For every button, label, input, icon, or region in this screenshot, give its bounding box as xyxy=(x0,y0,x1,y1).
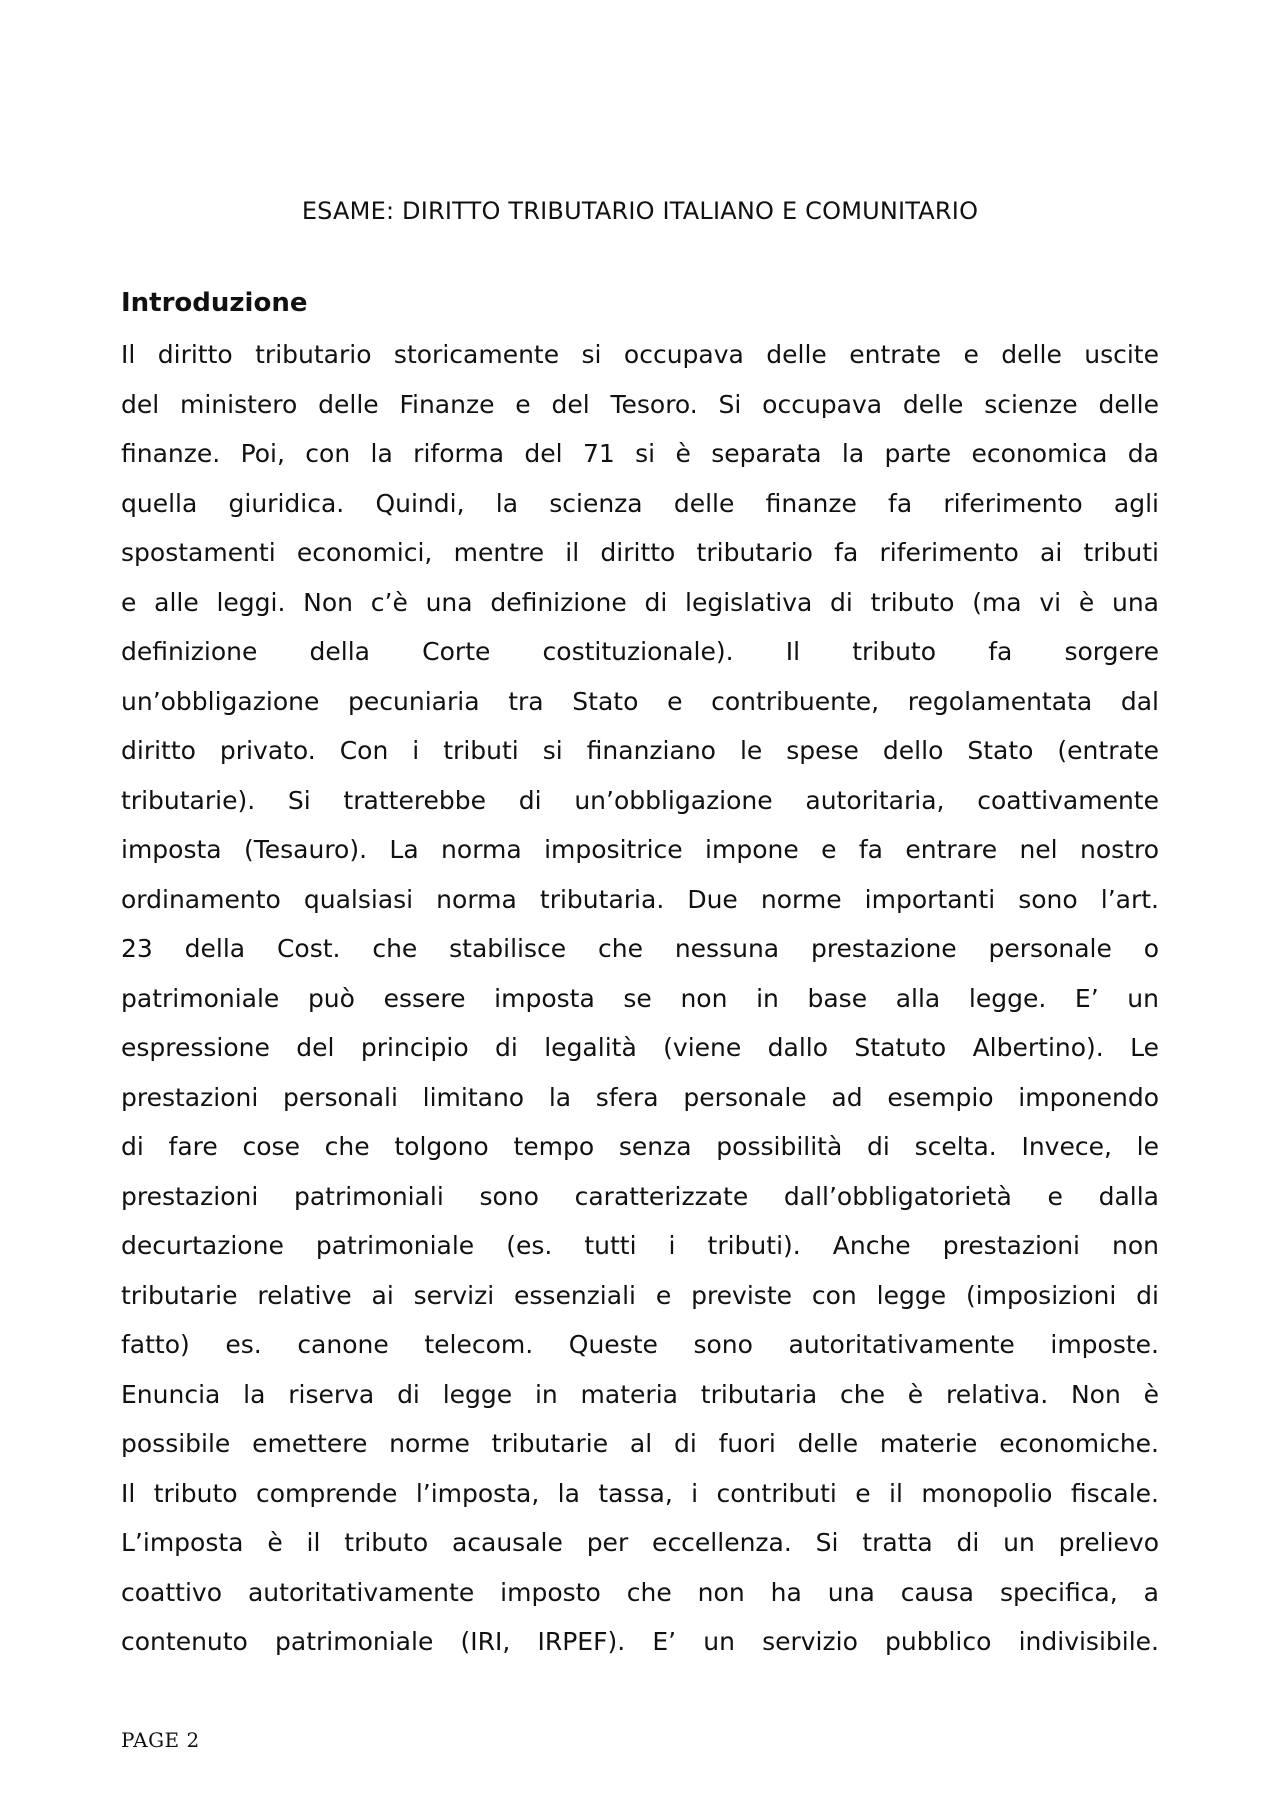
text-line: di fare cose che tolgono tempo senza possibilità di scelta. Invece, le xyxy=(121,1132,1159,1161)
text-line: 23 della Cost. che stabilisce che nessuna prestazione personale o xyxy=(121,934,1159,963)
text-line: quella giuridica. Quindi, la scienza delle finanze fa riferimento agli xyxy=(121,488,1159,518)
text-line: Il diritto tributario storicamente si occupava delle entrate e delle uscite xyxy=(121,340,1159,369)
text-line: tributarie). Si tratterebbe di un’obbligazione autoritaria, coattivamente xyxy=(121,785,1159,815)
document-title: ESAME: DIRITTO TRIBUTARIO ITALIANO E COMUNITARIO xyxy=(301,197,979,225)
text-line: L’imposta è il tributo acausale per eccellenza. Si tratta di un prelievo xyxy=(121,1528,1159,1557)
text-line: Il tributo comprende l’imposta, la tassa, i contributi e il monopolio fiscale. xyxy=(121,1478,1159,1508)
text-line: espressione del principio di legalità (viene dallo Statuto Albertino). Le xyxy=(121,1033,1159,1062)
text-line: patrimoniale può essere imposta se non in base alla legge. E’ un xyxy=(121,983,1159,1013)
text-line: finanze. Poi, con la riforma del 71 si è separata la parte economica da xyxy=(121,439,1159,468)
text-line: e alle leggi. Non c’è una definizione di legislativa di tributo (ma vi è una xyxy=(121,587,1159,617)
text-line: prestazioni patrimoniali sono caratterizzate dall’obbligatorietà e dalla xyxy=(121,1181,1159,1211)
body-paragraph xyxy=(121,330,1159,1667)
text-line: prestazioni personali limitano la sfera personale ad esempio imponendo xyxy=(121,1082,1159,1112)
text-line: tributarie relative ai servizi essenziali e previste con legge (imposizioni di xyxy=(121,1280,1159,1310)
section-heading: Introduzione xyxy=(121,288,308,318)
text-line: ordinamento qualsiasi norma tributaria. Due norme importanti sono l’art. xyxy=(121,884,1159,914)
text-line: del ministero delle Finanze e del Tesoro. Si occupava delle scienze delle xyxy=(121,389,1159,419)
text-line: un’obbligazione pecuniaria tra Stato e contribuente, regolamentata dal xyxy=(121,686,1159,716)
text-line: Enuncia la riserva di legge in materia tributaria che è relativa. Non è xyxy=(121,1379,1159,1409)
text-line: spostamenti economici, mentre il diritto tributario fa riferimento ai tributi xyxy=(121,538,1159,567)
text-line: diritto privato. Con i tributi si finanziano le spese dello Stato (entrate xyxy=(121,736,1159,765)
text-line: decurtazione patrimoniale (es. tutti i tributi). Anche prestazioni non xyxy=(121,1231,1159,1260)
text-line: contenuto patrimoniale (IRI, IRPEF). E’ un servizio pubblico indivisibile. xyxy=(121,1627,1159,1656)
text-line: coattivo autoritativamente imposto che non ha una causa specifica, a xyxy=(121,1577,1159,1607)
text-line: possibile emettere norme tributarie al di fuori delle materie economiche. xyxy=(121,1429,1159,1458)
page-number: PAGE 2 xyxy=(121,1728,200,1752)
text-line: imposta (Tesauro). La norma impositrice impone e fa entrare nel nostro xyxy=(121,835,1159,864)
text-line: definizione della Corte costituzionale). Il tributo fa sorgere xyxy=(121,637,1159,666)
text-line: fatto) es. canone telecom. Queste sono autoritativamente imposte. xyxy=(121,1330,1159,1359)
